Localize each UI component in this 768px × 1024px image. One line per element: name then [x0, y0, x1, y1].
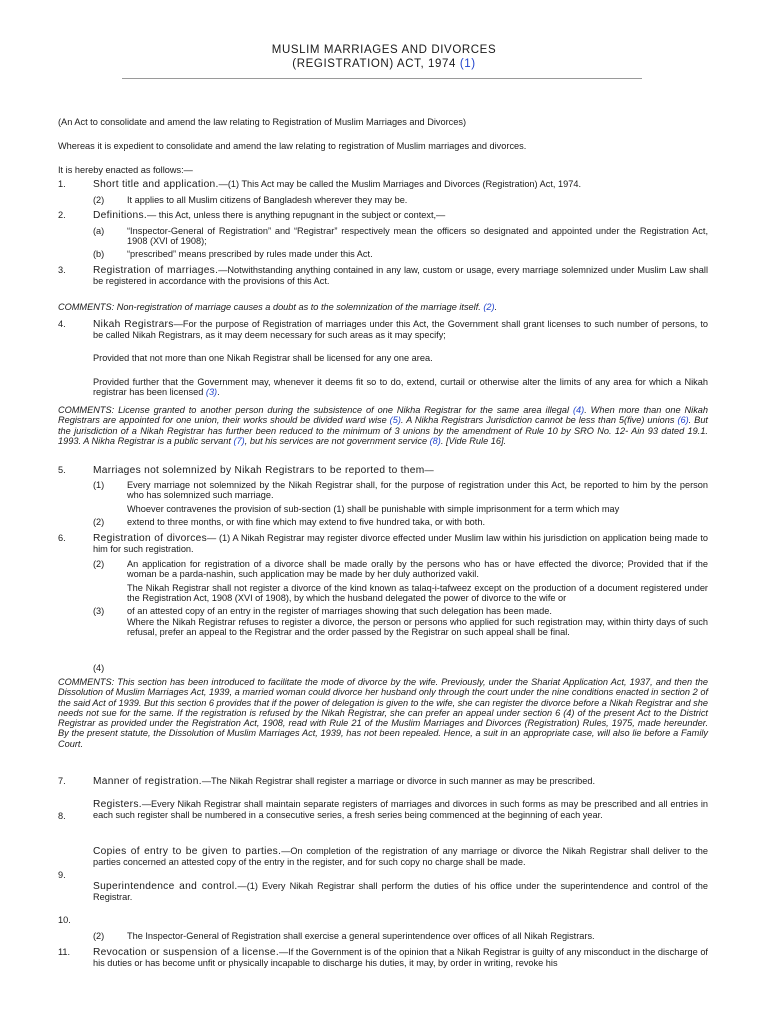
section-text: —On completion of the registration of any marriage or divorce the Nikah Registrar shall deliver to the parties concerned an attested copy of the entry in the register, and for such copy no charge shall be made. — [93, 846, 708, 868]
proviso-1: Provided that not more than one Nikah Registrar shall be licensed for any one area. — [93, 353, 433, 363]
section-number: 2. — [58, 210, 66, 220]
subsection-text: It applies to all Muslim citizens of Bangladesh wherever they may be. — [127, 195, 408, 205]
comment-end: . — [494, 302, 498, 312]
document-subtitle — [0, 58, 768, 70]
section-text: — (1) A Nikah Registrar may register divorce effected under Muslim law within his jurisdiction on application being made to him for such registration. — [93, 533, 708, 555]
comment-text: . [Vide Rule 16]. — [440, 435, 507, 446]
section-number: 5. — [58, 465, 66, 475]
section-heading: Superintendence and control. — [93, 881, 238, 892]
section-heading: Registration of divorces — [93, 533, 208, 544]
clause-text: “prescribed” means prescribed by rules made under this Act. — [127, 249, 373, 259]
footnote-link-5[interactable]: (5) — [389, 415, 401, 426]
section-8 — [93, 799, 708, 820]
subsection-number: (2) — [93, 517, 105, 527]
footnote-link-4[interactable]: (4) — [572, 405, 585, 415]
subsection-text: The Nikah Registrar shall not register a divorce of the kind known as talaq-i-tafweez except on the production of a document registered under the Registration Act, 1908 (XVI of 1908), by which the husband delegated the power of divorce to the wife or — [127, 583, 708, 604]
footnote-link-8[interactable]: (8) — [429, 435, 441, 446]
section-heading: Definitions. — [93, 210, 147, 221]
footnote-link-6[interactable]: (6) — [677, 415, 689, 426]
section-4 — [93, 319, 708, 340]
section-10 — [93, 881, 708, 902]
section-number: 1. — [58, 179, 66, 189]
section-text: —Every Nikah Registrar shall maintain separate registers of marriages and divorces in such forms as may be prescribed and all entries in each such register shall be numbered in a consecutive series, a fresh series being commenced at the beginning of each year. — [93, 799, 708, 821]
footnote-link-3[interactable]: (3) — [205, 387, 218, 398]
section-heading: Manner of registration. — [93, 776, 202, 787]
section-text: —Notwithstanding anything contained in any law, custom or usage, every marriage solemnized under Muslim Law shall be registered in accordance with the provisions of this Act. — [93, 265, 708, 287]
document-title: MUSLIM MARRIAGES AND DIVORCES — [271, 44, 497, 56]
section-text: —(1) Every Nikah Registrar shall perform the duties of his office under the superintendence and control of the Registrar. — [93, 881, 709, 903]
section-heading: Marriages not solemnized by Nikah Registrars to be reported to them — [93, 465, 425, 476]
proviso-2 — [93, 377, 708, 397]
comment-text: . When more than one Nikah Registrars are appointed for one union, their works should be divided ward wise — [58, 405, 709, 426]
section-number: 8. — [58, 811, 66, 821]
section-number: 4. — [58, 319, 66, 329]
section-2 — [93, 210, 708, 221]
section-heading: Registration of marriages. — [93, 265, 219, 276]
section-heading: Nikah Registrars — [93, 319, 174, 330]
section-heading: Registers. — [93, 799, 142, 810]
subsection-text: of an attested copy of an entry in the register of marriages showing that such delegation has been made. — [127, 606, 552, 616]
section-5 — [93, 465, 708, 476]
footnote-link-2[interactable]: (2) — [483, 302, 495, 312]
section-number: 11. — [58, 947, 71, 957]
subsection-number: (4) — [93, 663, 105, 673]
preamble-whereas: Whereas it is expedient to consolidate and amend the law relating to registration of Muslim marriages and divorces. — [58, 141, 527, 151]
clause-text: “Inspector-General of Registration” and “Registrar” respectively mean the officers so designated and appointed under the Registration Act, 1908 (XVI of 1908); — [127, 226, 708, 247]
section-text: —(1) This Act may be called the Muslim Marriages and Divorces (Registration) Act, 1974. — [218, 179, 582, 189]
subsection-text: Every marriage not solemnized by the Nikah Registrar shall, for the purpose of registration under this Act, be reported to him by the person who has solemnized such marriage. — [127, 480, 708, 501]
subsection-number: (1) — [93, 480, 105, 490]
section-3 — [93, 265, 708, 286]
footnote-link-1[interactable]: (1) — [459, 58, 476, 70]
subsection-number: (2) — [93, 195, 105, 205]
section-text: —If the Government is of the opinion that a Nikah Registrar is guilty of any misconduct in the discharge of his duties or has become unfit or physically incapable to discharge his duties, it may, by order in writing, revoke his — [93, 947, 708, 969]
section-number: 10. — [58, 915, 71, 925]
section-7 — [93, 776, 708, 787]
section-heading: Short title and application. — [93, 179, 219, 190]
section-9 — [93, 846, 708, 867]
subsection-text: The Inspector-General of Registration shall exercise a general superintendence over offices of all Nikah Registrars. — [127, 931, 595, 941]
section-text: —The Nikah Registrar shall register a marriage or divorce in such manner as may be prescribed. — [201, 776, 596, 786]
subsection-text: Whoever contravenes the provision of sub-section (1) shall be punishable with simple imprisonment for a term which may — [127, 504, 620, 514]
section-text: —For the purpose of Registration of marriages under this Act, the Government shall grant licenses to such number of persons, to be called Nikah Registrars, as it may deem necessary for such areas as it may specify; — [93, 319, 708, 341]
comment-section-4 — [58, 405, 708, 446]
section-6 — [93, 533, 708, 554]
preamble-long-title: (An Act to consolidate and amend the law relating to Registration of Muslim Marriages and Divorces) — [58, 117, 467, 127]
comment-section-3 — [58, 302, 708, 312]
subtitle-text: (REGISTRATION) ACT, 1974 — [292, 58, 457, 70]
section-number: 7. — [58, 776, 66, 786]
clause-number: (a) — [93, 226, 105, 236]
section-number: 3. — [58, 265, 66, 275]
enacting-clause: It is hereby enacted as follows:— — [58, 165, 193, 175]
title-divider — [122, 78, 642, 79]
comment-text: COMMENTS: Non-registration of marriage causes a doubt as to the solemnization of the marriage itself. — [58, 302, 481, 312]
section-11 — [93, 947, 708, 968]
section-heading: Copies of entry to be given to parties. — [93, 846, 282, 857]
comment-text: . A Nikha Registrars Jurisdiction cannot be less than 5(five) unions — [400, 415, 675, 426]
proviso-end: . — [217, 387, 220, 398]
subsection-number: (3) — [93, 606, 105, 616]
comment-text: . But the jurisdiction of a Nikah Registrar has further been reduced to the minimum of 3 unions by the amendment of Rule 10 by SRO No. 12- Ain 93 dated 19.1. 1993. A Nikha Registrar is a public servant — [58, 415, 708, 446]
clause-number: (b) — [93, 249, 105, 259]
subsection-number: (2) — [93, 559, 105, 569]
section-text: — this Act, unless there is anything repugnant in the subject or context,— — [147, 210, 446, 220]
subsection-number: (2) — [93, 931, 105, 941]
section-number: 9. — [58, 870, 66, 880]
comment-section-6: COMMENTS: This section has been introduced to facilitate the mode of divorce by the wife. Previously, under the Shariat Application Act, 1937, and then the Dissolution of Muslim Marriages Act, 1939, a married woman could divorce her husband only through the court under the nine conditions enacted in section 2 of the said Act of 1939. But this section 6 provides that if the power of delegation is given to the wife, she can register the divorce before a Nikah Registrar and she needs not sue for the same. If the registration is refused by the Nikah Registrar, she can prefer an appeal under section 6 (4) of the present Act to the District Registrar as provided under the Registration Act, 1908, read with Rule 21 of the Muslim Marriages and Divorces (Registration) Rules, 1975, made hereunder. By the present statute, the Dissolution of Muslim Marriages Act, 1939, has not been repealed. Hence, a suit in an appropriate case, will also lie before a Family Court. — [58, 677, 708, 749]
footnote-link-7[interactable]: (7) — [233, 435, 245, 446]
comment-text: , but his services are not government service — [244, 435, 428, 446]
section-heading-dash: — — [424, 465, 434, 475]
subsection-text: extend to three months, or with fine which may extend to five hundred taka, or with both. — [127, 517, 485, 527]
subsection-text: Where the Nikah Registrar refuses to register a divorce, the person or persons who applied for such registration may, within thirty days of such refusal, prefer an appeal to the Registrar and the order passed by the Registrar on such appeal shall be final. — [127, 617, 708, 638]
section-1 — [93, 179, 708, 190]
section-heading: Revocation or suspension of a license. — [93, 947, 279, 958]
section-number: 6. — [58, 533, 66, 543]
comment-text: COMMENTS: License granted to another person during the subsistence of one Nikha Registrar for the same area illegal — [58, 405, 570, 415]
subsection-text: An application for registration of a divorce shall be made orally by the persons who has or have effected the divorce; Provided that if the woman be a parda-nashin, such application may be made by her duly authorized vakil. — [127, 559, 708, 580]
proviso-text: Provided further that the Government may, whenever it deems fit so to do, extend, curtail or otherwise alter the limits of any area for which a Nikah registrar has been licensed — [93, 377, 708, 398]
